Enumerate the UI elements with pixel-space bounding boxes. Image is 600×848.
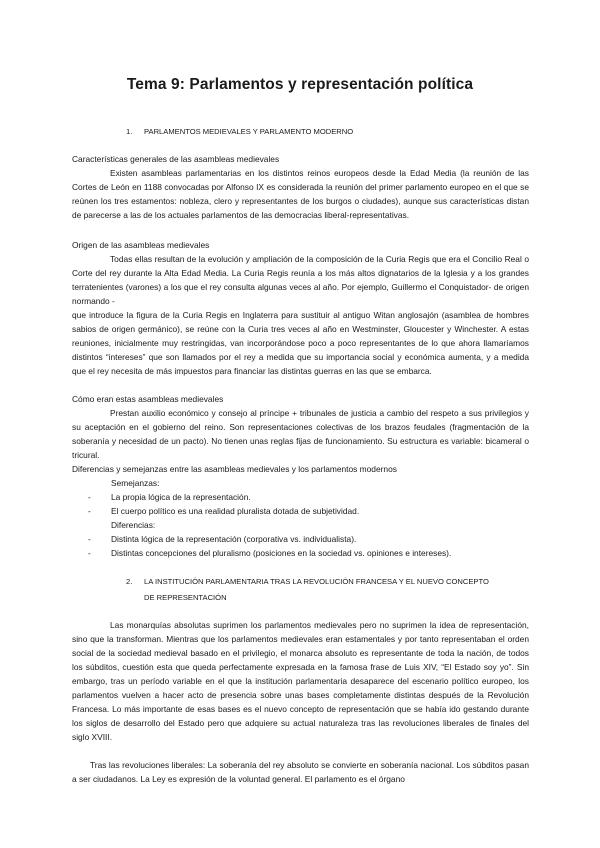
section-1-heading (126, 124, 353, 140)
section-1-title: PARLAMENTOS MEDIEVALES Y PARLAMENTO MODERNO (144, 127, 354, 136)
list-item: - La propia lógica de la representación. (88, 492, 251, 502)
section-2-title-line2: DE REPRESENTACIÓN (144, 593, 227, 602)
paragraph-monarquias: Las monarquías absolutas suprimen los parlamentos medievales pero no suprimen la idea de representación, sino que la transforman. Mientras que los parlamentos medievales eran estamentales y por tanto representaban el orden social de la sociedad medieval basado en el privilegio, el monarca absoluto es representante de toda la nación, de todos los súbditos, cuestión esta que queda perfectamente expresada en la famosa frase de Luis XIV, “El Estado soy yo”. Sin embargo, tras un período variable en el que la institución parlamentaria desaparece del escenario político europeo, los parlamentos vuelven a hacer acto de presencia sobre unas bases completamente distintas después de la Revolución Francesa. Lo más importante de esas bases es el nuevo concepto de representación que se había ido gestando durante los siglos de desarrollo del Estado pero que adquiere su actual naturaleza tras las revoluciones liberales de finales del siglo XVIII. (72, 620, 529, 742)
section-1-number: 1. (126, 127, 133, 136)
document-title: Tema 9: Parlamentos y representación política (126, 76, 474, 93)
paragraph-caracteristicas: Existen asambleas parlamentarias en los distintos reinos europeos desde la Edad Media (la reunión de las Cortes de León en 1188 convocadas por Alfonso IX es considerada la reunión del primer parlamento europeo en el que se reúnen los tres estamentos: nobleza, clero y representantes de los burgos o ciudades), aunque sus características distan de parecerse a las de los actuales parlamentos de las democracias liberal-representativas. (72, 168, 529, 220)
subheading-diferencias-semejanzas: Diferencias y semejanzas entre las asambleas medievales y los parlamentos modernos (72, 464, 397, 474)
section-2-heading (126, 574, 489, 606)
subheading-origen: Origen de las asambleas medievales (72, 240, 210, 250)
subheading-caracteristicas: Características generales de las asambleas medievales (72, 154, 280, 164)
section-2-title-line1: LA INSTITUCIÓN PARLAMENTARIA TRAS LA REVOLUCIÓN FRANCESA Y EL NUEVO CONCEPTO (144, 577, 489, 586)
paragraph-origen-a: Todas ellas resultan de la evolución y ampliación de la composición de la Curia Regis que era el Concilio Real o Corte del rey durante la Alta Edad Media. La Curia Regis reunía a los más altos dignatarios de la Iglesia y a los grandes terratenientes (varones) a los que el rey consulta algunas veces al año. Por ejemplo, Guillermo el Conquistador- de origen normando - (72, 254, 529, 306)
subheading-como-eran: Cómo eran estas asambleas medievales (72, 394, 224, 404)
list-item: - Distinta lógica de la representación (corporativa vs. individualista). (88, 534, 357, 544)
paragraph-como-eran: Prestan auxilio económico y consejo al príncipe + tribunales de justicia a cambio del respeto a sus privilegios y su aceptación en el gobierno del reino. Son representaciones colectivas de los brazos feudales (fragmentación de la soberanía y necesidad de un pacto). No tienen unas reglas fijas de funcionamiento. Su estructura es variable: bicameral o tricural. (72, 408, 529, 460)
list-item: - El cuerpo político es una realidad pluralista dotada de subjetividad. (88, 506, 360, 516)
paragraph-origen-b: que introduce la figura de la Curia Regis en Inglaterra para sustituir al antiguo Witan anglosajón (asamblea de hombres sabios de origen germánico), se reúne con la Curia tres veces al año en Westminster, Gloucester y Winchester. A estas reuniones, inicialmente muy restringidas, van incorporándose poco a poco representantes de lo que ahora llamaríamos distintos “intereses” que son llamados por el rey a medida que su importancia social y económica aumenta, y a medida que el rey necesita de más impuestos para financiar las distintas guerras en las que se embarca. (72, 310, 529, 376)
diferencias-label: Diferencias: (111, 520, 156, 530)
paragraph-revoluciones: Tras las revoluciones liberales: La soberanía del rey absoluto se convierte en soberanía nacional. Los súbditos pasan a ser ciudadanos. La Ley es expresión de la voluntad general. El parlamento es el órgano (72, 760, 529, 784)
list-item: - Distintas concepciones del pluralismo (posiciones en la sociedad vs. opiniones e intereses). (88, 548, 452, 558)
section-2-number: 2. (126, 577, 133, 586)
comparison-list (88, 476, 451, 560)
semejanzas-label: Semejanzas: (111, 478, 160, 488)
